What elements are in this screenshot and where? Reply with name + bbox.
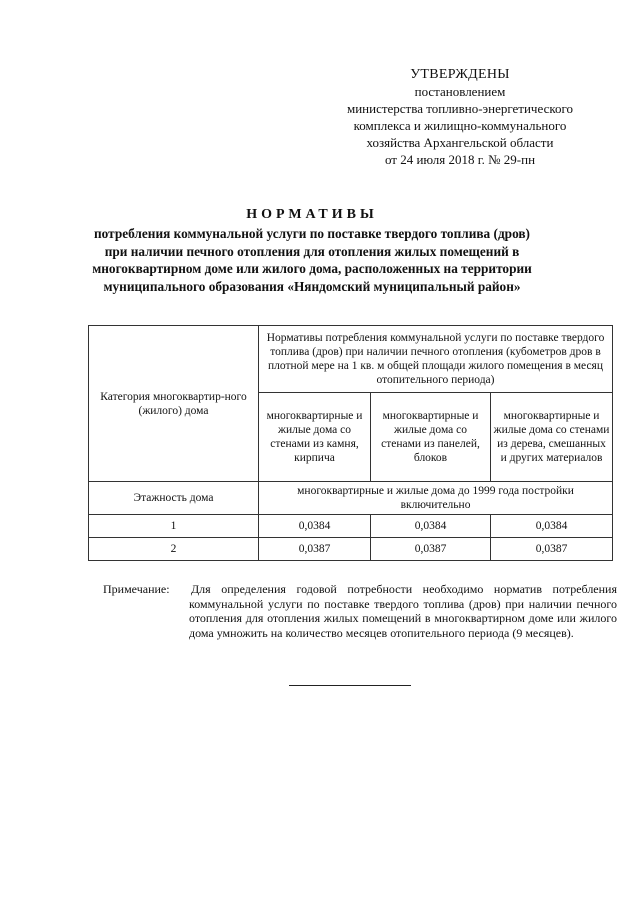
note-text: Для определения годовой потребности необходимо норматив потребления коммунальной услуги по поставке твердого топлива (дров) при наличии печного отопления для отопления жилых помещений в многоквартирном доме или жилого дома умножить на количество месяцев отопительного периода (9 месяцев). (189, 582, 617, 640)
wall-type-panel: многоквартирные и жилые дома со стенами из панелей, блоков (371, 393, 491, 482)
table-header-row (89, 326, 613, 393)
category-header: Категория многоквартир-ного (жилого) дома (89, 326, 259, 482)
approval-line: от 24 июля 2018 г. № 29-пн (384, 152, 536, 167)
norms-table (88, 325, 613, 561)
approval-line: постановлением (414, 84, 506, 99)
value-cell: 0,0384 (259, 515, 371, 538)
floors-cell: 1 (89, 515, 259, 538)
value-cell: 0,0384 (491, 515, 613, 538)
closing-rule (289, 685, 411, 686)
wall-type-stone: многоквартирные и жилые дома со стенами из камня, кирпича (259, 393, 371, 482)
note-label: Примечание: (103, 582, 170, 596)
title-subtitle: потребления коммунальной услуги по поставке твердого топлива (дров) при наличии печного отопления для отопления жилых помещений в многоквартирном доме или жилого дома, расположенных на территории муниципального образования «Няндомский муниципальный район» (92, 226, 532, 294)
floors-label: Этажность дома (89, 482, 259, 515)
title-main: НОРМАТИВЫ (246, 207, 378, 222)
value-cell: 0,0387 (371, 538, 491, 561)
year-row (89, 482, 613, 515)
table-row (89, 538, 613, 561)
value-cell: 0,0387 (259, 538, 371, 561)
document-title (92, 205, 532, 295)
year-note: многоквартирные и жилые дома до 1999 года постройки включительно (259, 482, 613, 515)
value-cell: 0,0387 (491, 538, 613, 561)
approval-heading: УТВЕРЖДЕНЫ (410, 67, 510, 82)
value-cell: 0,0384 (371, 515, 491, 538)
wall-type-wood: многоквартирные и жилые дома со стенами из дерева, смешанных и других материалов (491, 393, 613, 482)
floors-cell: 2 (89, 538, 259, 561)
approval-block (330, 66, 590, 168)
norms-header: Нормативы потребления коммунальной услуги по поставке твердого топлива (дров) при наличии печного отопления (кубометров дров в плотной мере на 1 кв. м общей площади жилого помещения в месяц отопительного периода) (259, 326, 613, 393)
approval-line: министерства топливно-энергетического (346, 101, 574, 116)
approval-line: хозяйства Архангельской области (366, 135, 554, 150)
table-row (89, 515, 613, 538)
approval-line: комплекса и жилищно-коммунального (353, 118, 567, 133)
note-block (103, 582, 617, 640)
